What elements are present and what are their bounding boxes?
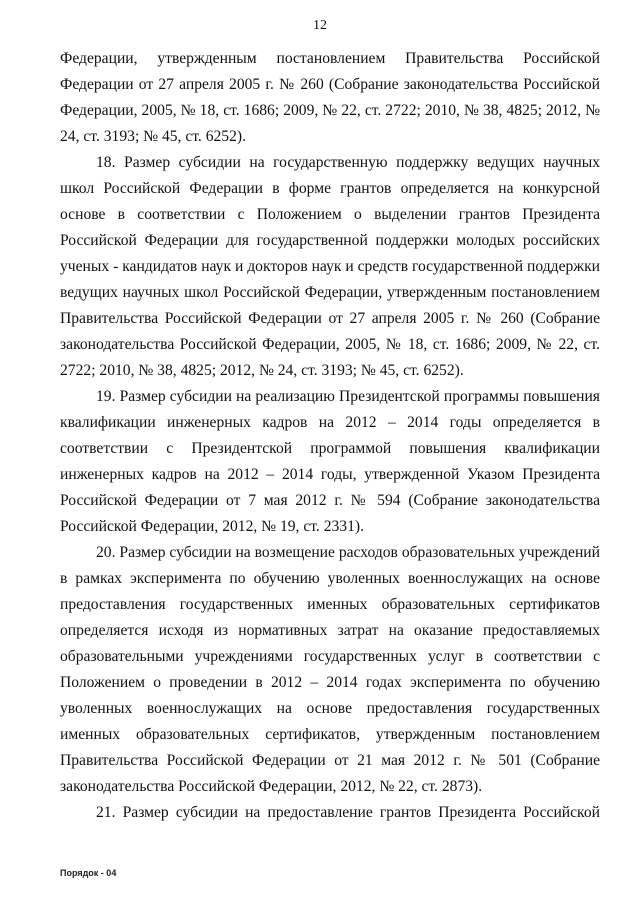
paragraph-18: 18. Размер субсидии на государственную поддержку ведущих научных школ Российской Федерации в форме грантов определяется на конкурсной основе в соответствии с Положением о выделении грантов Президента Российской Федерации для государственной поддержки молодых российских ученых - кандидатов наук и докторов наук и средств государственной поддержки ведущих научных школ Российской Федерации, утвержденным постановлением Правительства Российской Федерации от 27 апреля 2005 г. № 260 (Собрание законодательства Российской Федерации, 2005, № 18, ст. 1686; 2009, № 22, ст. 2722; 2010, № 38, 4825; 2012, № 24, ст. 3193; № 45, ст. 6252). — [60, 154, 600, 379]
document-body — [60, 46, 600, 826]
paragraph-19: 19. Размер субсидии на реализацию Президентской программы повышения квалификации инженерных кадров на 2012 – 2014 годы определяется в соответствии с Президентской программой повышения квалификации инженерных кадров на 2012 – 2014 годы, утвержденной Указом Президента Российской Федерации от 7 мая 2012 г. № 594 (Собрание законодательства Российской Федерации, 2012, № 19, ст. 2331). — [60, 388, 600, 535]
paragraph-continuation: Федерации, утвержденным постановлением Правительства Российской Федерации от 27 апреля 2005 г. № 260 (Собрание законодательства Российской Федерации, 2005, № 18, ст. 1686; 2009, № 22, ст. 2722; 2010, № 38, 4825; 2012, № 24, ст. 3193; № 45, ст. 6252). — [60, 50, 600, 145]
footer-code: Порядок - 04 — [60, 868, 117, 878]
paragraph-21: 21. Размер субсидии на предоставление грантов Президента Российской — [96, 804, 600, 821]
paragraph-20: 20. Размер субсидии на возмещение расходов образовательных учреждений в рамках эксперимента по обучению уволенных военнослужащих на основе предоставления государственных именных образовательных сертификатов определяется исходя из нормативных затрат на оказание предоставляемых образовательными учреждениями государственных услуг в соответствии с Положением о проведении в 2012 – 2014 годах эксперимента по обучению уволенных военнослужащих на основе предоставления государственных именных образовательных сертификатов, утвержденным постановлением Правительства Российской Федерации от 21 мая 2012 г. № 501 (Собрание законодательства Российской Федерации, 2012, № 22, ст. 2873). — [60, 544, 600, 795]
page-number: 12 — [313, 18, 327, 33]
